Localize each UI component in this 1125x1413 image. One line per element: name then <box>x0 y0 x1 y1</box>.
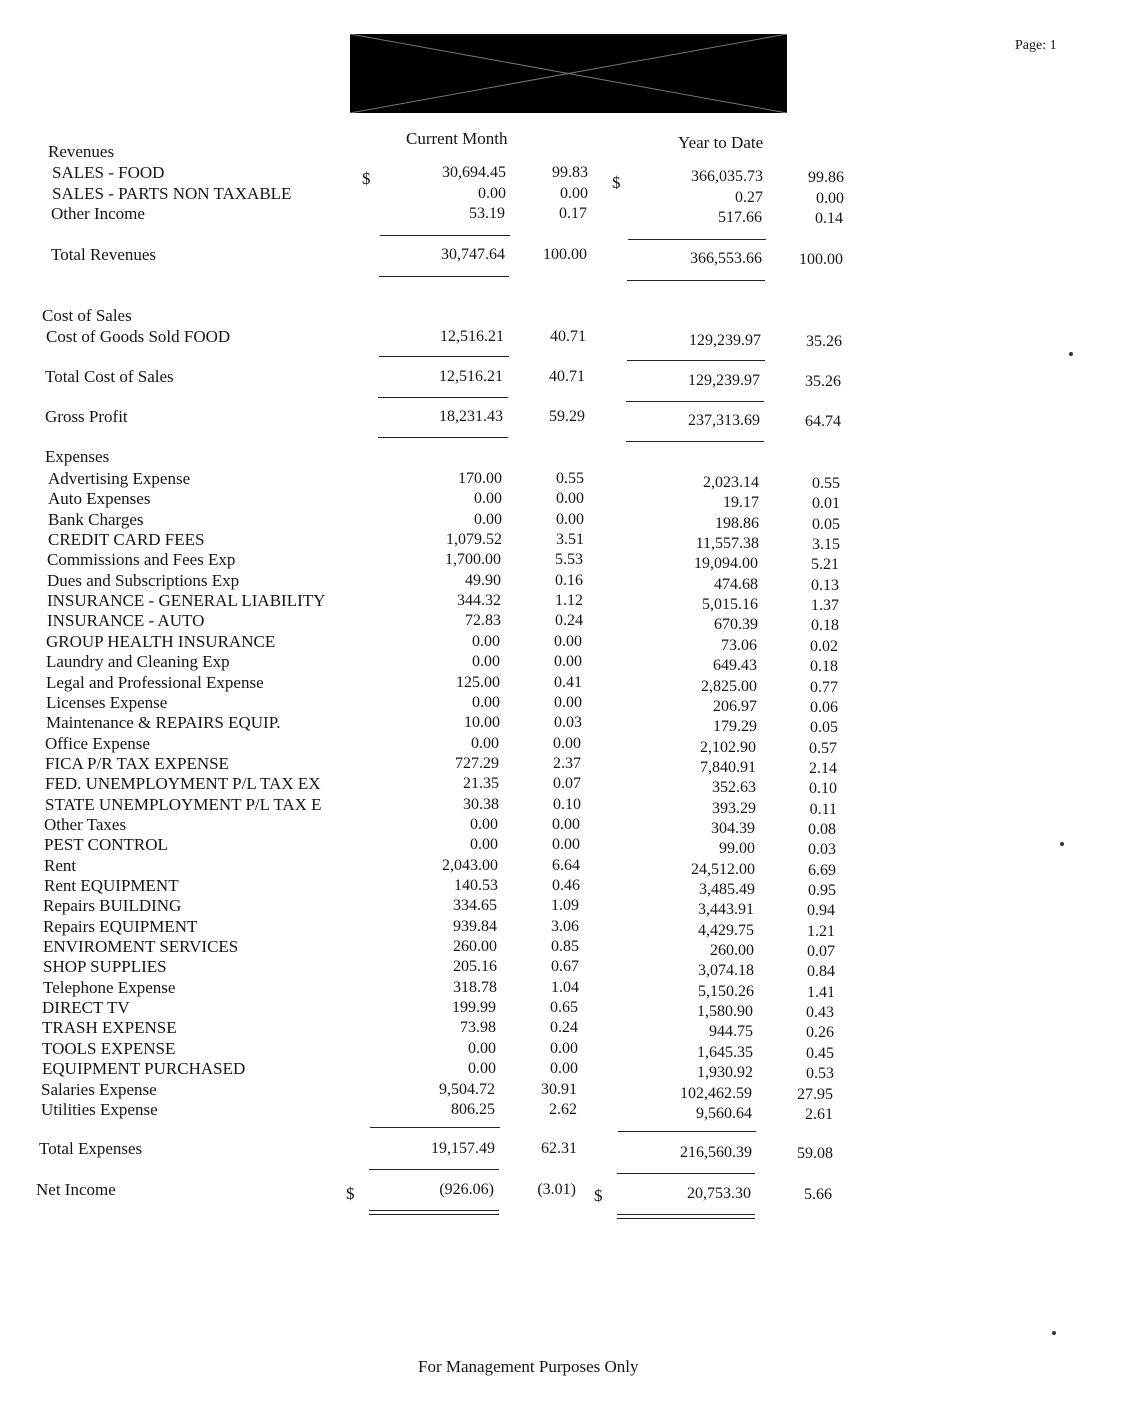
expense-row-ytd: 4,429.75 <box>698 922 754 939</box>
revenue-row-current-month: 0.00 <box>478 184 506 202</box>
expense-row-ytd: 3,443.91 <box>698 901 754 918</box>
expense-row-current-month-pct: 0.85 <box>551 938 579 955</box>
expense-row-current-month: 344.32 <box>457 592 501 609</box>
expense-row-current-month: 2,043.00 <box>442 857 498 874</box>
expense-row-ytd: 2,825.00 <box>701 678 757 695</box>
expense-row-current-month-pct: 0.24 <box>550 1019 578 1036</box>
underline-rule <box>369 1169 499 1170</box>
expense-row-ytd-pct: 0.10 <box>809 780 837 797</box>
expense-row-current-month: 0.00 <box>468 1060 496 1077</box>
expense-row-current-month-pct: 0.46 <box>552 877 580 894</box>
scan-speck <box>1069 352 1073 356</box>
total-expenses-ytd-pct: 59.08 <box>797 1145 833 1162</box>
expense-row-ytd-pct: 0.08 <box>808 821 836 838</box>
section-heading: Cost of Sales <box>42 306 132 325</box>
revenue-row-ytd-pct: 0.00 <box>816 189 844 207</box>
expense-row-current-month: 0.00 <box>472 633 500 650</box>
expense-row-current-month: 125.00 <box>456 674 500 691</box>
expense-row-current-month: 0.00 <box>472 653 500 670</box>
cogs-row-current-month-pct: 40.71 <box>550 328 586 345</box>
section-heading: Expenses <box>45 447 110 466</box>
expense-row-ytd-pct: 0.13 <box>811 577 839 594</box>
expense-row-label: FED. UNEMPLOYMENT P/L TAX EX <box>45 774 321 793</box>
expense-row-label: DIRECT TV <box>42 998 130 1017</box>
underline-rule <box>626 401 764 402</box>
expense-row-label: Rent EQUIPMENT <box>44 876 179 895</box>
expense-row-label: Telephone Expense <box>43 978 176 997</box>
expense-row-current-month: 0.00 <box>474 490 502 507</box>
expense-row-ytd-pct: 5.21 <box>811 556 839 573</box>
expense-row-ytd-pct: 0.18 <box>810 658 838 675</box>
expense-row-ytd-pct: 0.77 <box>810 679 838 696</box>
expense-row-current-month-pct: 0.00 <box>556 490 584 507</box>
expense-row-ytd: 5,015.16 <box>702 596 758 613</box>
underline-rule <box>369 1214 499 1215</box>
expense-row-ytd: 102,462.59 <box>680 1085 752 1102</box>
expense-row-current-month: 0.00 <box>472 694 500 711</box>
gross-profit-ytd-pct: 64.74 <box>805 413 841 430</box>
revenue-row-label: Other Income <box>51 204 145 223</box>
expense-row-label: SHOP SUPPLIES <box>43 957 167 976</box>
expense-row-ytd-pct: 6.69 <box>808 862 836 879</box>
expense-row-current-month-pct: 0.00 <box>552 836 580 853</box>
expense-row-current-month: 727.29 <box>455 755 499 772</box>
expense-row-current-month: 939.84 <box>453 918 497 935</box>
scan-speck <box>1052 1331 1056 1335</box>
expense-row-ytd: 5,150.26 <box>698 983 754 1000</box>
expense-row-current-month: 334.65 <box>453 897 497 914</box>
expense-row-ytd-pct: 0.94 <box>807 902 835 919</box>
expense-row-current-month-pct: 0.00 <box>552 816 580 833</box>
page-number: Page: 1 <box>1015 38 1057 53</box>
expense-row-ytd: 393.29 <box>712 800 756 817</box>
revenue-row-ytd-pct: 99.86 <box>808 169 844 186</box>
cogs-row-ytd: 129,239.97 <box>689 332 761 349</box>
expense-row-current-month-pct: 0.00 <box>553 735 581 752</box>
expense-row-ytd-pct: 0.18 <box>811 617 839 634</box>
expense-row-label: Dues and Subscriptions Exp <box>47 571 240 590</box>
expense-row-current-month-pct: 0.67 <box>551 958 579 975</box>
revenue-row-ytd-pct: 0.14 <box>815 210 843 227</box>
expense-row-label: Salaries Expense <box>41 1080 157 1099</box>
expense-row-current-month-pct: 0.16 <box>555 572 583 589</box>
expense-row-current-month: 21.35 <box>463 775 499 792</box>
cogs-row-ytd-pct: 35.26 <box>806 333 842 350</box>
expense-row-ytd-pct: 1.21 <box>807 923 835 940</box>
revenue-row-current-month-pct: 99.83 <box>552 164 588 181</box>
expense-row-label: INSURANCE - GENERAL LIABILITY <box>47 591 326 610</box>
expense-row-ytd-pct: 0.02 <box>810 638 838 655</box>
underline-rule <box>628 239 766 240</box>
expense-row-label: TRASH EXPENSE <box>42 1018 177 1037</box>
expense-row-ytd: 944.75 <box>709 1023 753 1040</box>
expense-row-ytd-pct: 0.95 <box>808 882 836 899</box>
total-cost-of-sales-current-month: 12,516.21 <box>439 368 503 385</box>
expense-row-current-month-pct: 0.00 <box>554 653 582 670</box>
expense-row-current-month: 1,700.00 <box>445 551 501 568</box>
expense-row-current-month-pct: 3.06 <box>551 918 579 935</box>
expense-row-current-month-pct: 0.00 <box>550 1060 578 1077</box>
expense-row-ytd: 1,645.35 <box>697 1044 753 1061</box>
revenue-row-ytd: 517.66 <box>718 209 762 226</box>
expense-row-current-month-pct: 6.64 <box>552 857 580 874</box>
expense-row-ytd-pct: 0.01 <box>812 495 840 512</box>
expense-row-label: PEST CONTROL <box>44 835 168 854</box>
expense-row-ytd-pct: 0.45 <box>806 1045 834 1062</box>
underline-rule <box>378 437 508 438</box>
gross-profit-current-month: 18,231.43 <box>439 408 503 425</box>
expense-row-label: Repairs BUILDING <box>43 896 182 915</box>
expense-row-current-month: 170.00 <box>458 470 502 487</box>
expense-row-ytd: 3,485.49 <box>699 881 755 898</box>
net-income-ytd: 20,753.30 <box>687 1185 751 1202</box>
expense-row-ytd-pct: 27.95 <box>797 1086 833 1103</box>
expense-row-current-month: 199.99 <box>452 999 496 1016</box>
cogs-row-label: Cost of Goods Sold FOOD <box>46 327 231 346</box>
revenue-row-ytd: 0.27 <box>735 188 763 206</box>
expense-row-current-month-pct: 0.65 <box>550 999 578 1016</box>
expense-row-label: Legal and Professional Expense <box>46 673 264 692</box>
currency-symbol: $ <box>594 1186 603 1205</box>
expense-row-label: Other Taxes <box>44 815 127 834</box>
expense-row-current-month: 73.98 <box>460 1019 496 1036</box>
net-income-ytd-pct: 5.66 <box>804 1186 832 1203</box>
expense-row-label: Laundry and Cleaning Exp <box>46 652 230 671</box>
expense-row-ytd-pct: 0.06 <box>810 699 838 716</box>
expense-row-ytd: 11,557.38 <box>695 535 759 552</box>
expense-row-ytd-pct: 0.05 <box>810 719 838 736</box>
expense-row-ytd-pct: 0.05 <box>812 516 840 533</box>
total-expenses-label: Total Expenses <box>39 1139 143 1158</box>
expense-row-current-month-pct: 1.09 <box>551 897 579 914</box>
revenue-row-current-month-pct: 0.00 <box>560 184 588 202</box>
expense-row-current-month: 9,504.72 <box>439 1081 495 1098</box>
revenue-row-label: SALES - FOOD <box>52 163 165 182</box>
total-cost-of-sales-current-month-pct: 40.71 <box>549 368 585 385</box>
expense-row-label: TOOLS EXPENSE <box>42 1039 176 1058</box>
underline-rule <box>617 1214 755 1215</box>
expense-row-label: Auto Expenses <box>48 489 151 508</box>
underline-rule <box>380 235 510 236</box>
footer-note: For Management Purposes Only <box>418 1357 639 1376</box>
expense-row-ytd: 1,930.92 <box>697 1064 753 1081</box>
underline-rule <box>627 360 765 361</box>
expense-row-label: Rent <box>44 856 77 875</box>
expense-row-ytd-pct: 3.15 <box>812 536 840 553</box>
expense-row-current-month: 140.53 <box>454 877 498 894</box>
expense-row-current-month-pct: 0.24 <box>555 612 583 629</box>
expense-row-current-month-pct: 0.41 <box>554 674 582 691</box>
underline-rule <box>617 1218 755 1219</box>
expense-row-label: Bank Charges <box>48 510 144 529</box>
expense-row-current-month: 0.00 <box>470 836 498 853</box>
expense-row-ytd: 99.00 <box>719 840 755 857</box>
expense-row-ytd: 260.00 <box>710 942 754 959</box>
expense-row-ytd: 304.39 <box>711 820 755 837</box>
expense-row-current-month: 0.00 <box>471 735 499 752</box>
total-cost-of-sales-label: Total Cost of Sales <box>45 367 174 386</box>
total-cost-of-sales-ytd: 129,239.97 <box>688 372 760 389</box>
expense-row-ytd-pct: 2.14 <box>809 760 837 777</box>
cogs-row-current-month: 12,516.21 <box>440 328 504 345</box>
total-revenues-ytd: 366,553.66 <box>690 250 762 267</box>
expense-row-current-month: 806.25 <box>451 1101 495 1118</box>
expense-row-current-month: 0.00 <box>474 511 502 528</box>
total-revenues-ytd-pct: 100.00 <box>799 251 843 268</box>
expense-row-ytd-pct: 1.37 <box>811 597 839 614</box>
total-expenses-ytd: 216,560.39 <box>680 1144 752 1161</box>
gross-profit-label: Gross Profit <box>45 407 128 426</box>
total-expenses-current-month: 19,157.49 <box>431 1140 495 1157</box>
expense-row-current-month-pct: 0.55 <box>556 470 584 487</box>
expense-row-current-month-pct: 1.12 <box>555 592 583 609</box>
expense-row-label: ENVIROMENT SERVICES <box>43 937 239 956</box>
expense-row-current-month-pct: 2.62 <box>549 1101 577 1118</box>
gross-profit-current-month-pct: 59.29 <box>549 408 585 425</box>
revenue-row-ytd: 366,035.73 <box>691 168 763 185</box>
expense-row-current-month-pct: 0.00 <box>554 694 582 711</box>
expense-row-current-month-pct: 1.04 <box>551 979 579 996</box>
expense-row-current-month-pct: 0.07 <box>553 775 581 792</box>
expense-row-ytd: 1,580.90 <box>697 1003 753 1020</box>
expense-row-ytd: 474.68 <box>714 576 758 593</box>
expense-row-label: Maintenance & REPAIRS EQUIP. <box>46 713 281 732</box>
expense-row-label: INSURANCE - AUTO <box>47 611 205 630</box>
underline-rule <box>379 276 509 277</box>
expense-row-label: EQUIPMENT PURCHASED <box>42 1059 246 1078</box>
expense-row-current-month-pct: 0.00 <box>554 633 582 650</box>
expense-row-current-month-pct: 5.53 <box>555 551 583 568</box>
expense-row-label: GROUP HEALTH INSURANCE <box>46 632 276 651</box>
expense-row-ytd: 9,560.64 <box>696 1105 752 1122</box>
expense-row-ytd: 2,102.90 <box>700 739 756 756</box>
expense-row-ytd: 7,840.91 <box>700 759 756 776</box>
expense-row-ytd: 352.63 <box>712 779 756 796</box>
section-heading: Revenues <box>48 142 115 161</box>
expense-row-current-month: 260.00 <box>453 938 497 955</box>
expense-row-ytd: 649.43 <box>713 657 757 674</box>
expense-row-ytd: 179.29 <box>713 718 757 735</box>
expense-row-ytd-pct: 0.11 <box>809 801 837 818</box>
currency-symbol: $ <box>346 1184 355 1203</box>
expense-row-ytd: 198.86 <box>715 515 759 532</box>
expense-row-ytd-pct: 0.84 <box>807 963 835 980</box>
scan-speck <box>1060 842 1064 846</box>
expense-row-ytd: 73.06 <box>721 637 757 654</box>
expense-row-ytd-pct: 0.03 <box>808 841 836 858</box>
total-revenues-label: Total Revenues <box>51 245 157 264</box>
expense-row-ytd: 2,023.14 <box>703 474 759 491</box>
expense-row-ytd: 3,074.18 <box>698 962 754 979</box>
expense-row-label: FICA P/R TAX EXPENSE <box>45 754 229 773</box>
expense-row-current-month: 30.38 <box>463 796 499 813</box>
underline-rule <box>627 280 765 281</box>
revenue-row-current-month: 53.19 <box>469 205 505 222</box>
expense-row-current-month-pct: 3.51 <box>556 531 584 548</box>
underline-rule <box>370 1127 500 1128</box>
expense-row-ytd-pct: 2.61 <box>805 1106 833 1123</box>
expense-row-current-month: 0.00 <box>470 816 498 833</box>
redacted-company-header <box>350 34 787 113</box>
expense-row-label: Repairs EQUIPMENT <box>43 917 198 936</box>
expense-row-current-month-pct: 0.00 <box>550 1040 578 1057</box>
net-income-current-month-pct: (3.01) <box>537 1181 576 1198</box>
expense-row-ytd: 19.17 <box>723 494 759 511</box>
expense-row-ytd-pct: 0.53 <box>806 1065 834 1082</box>
net-income-label: Net Income <box>36 1180 116 1199</box>
expense-row-ytd: 206.97 <box>713 698 757 715</box>
expense-row-ytd-pct: 0.07 <box>807 943 835 960</box>
underline-rule <box>369 1210 499 1211</box>
underline-rule <box>618 1131 756 1132</box>
expense-row-label: Office Expense <box>45 734 150 753</box>
underline-rule <box>617 1173 755 1174</box>
currency-symbol: $ <box>362 169 371 188</box>
total-revenues-current-month: 30,747.64 <box>441 246 505 263</box>
expense-row-label: Licenses Expense <box>46 693 168 712</box>
redaction-cross-icon <box>350 34 787 113</box>
revenue-row-current-month: 30,694.45 <box>442 164 506 181</box>
underline-rule <box>626 441 764 442</box>
expense-row-current-month: 49.90 <box>465 572 501 589</box>
currency-symbol: $ <box>612 173 621 192</box>
expense-row-current-month-pct: 0.10 <box>553 796 581 813</box>
underline-rule <box>378 397 508 398</box>
expense-row-current-month: 0.00 <box>468 1040 496 1057</box>
column-header-current-month: Current Month <box>406 129 508 148</box>
expense-row-current-month: 10.00 <box>464 714 500 731</box>
expense-row-ytd-pct: 0.43 <box>806 1004 834 1021</box>
expense-row-current-month: 205.16 <box>453 958 497 975</box>
net-income-current-month: (926.06) <box>439 1181 494 1198</box>
expense-row-current-month-pct: 0.03 <box>554 714 582 731</box>
expense-row-current-month: 1,079.52 <box>446 531 502 548</box>
underline-rule <box>379 356 509 357</box>
expense-row-ytd-pct: 0.55 <box>812 475 840 492</box>
column-header-year-to-date: Year to Date <box>678 133 764 152</box>
revenue-row-current-month-pct: 0.17 <box>559 205 587 222</box>
expense-row-ytd: 670.39 <box>714 616 758 633</box>
expense-row-current-month-pct: 30.91 <box>541 1081 577 1098</box>
expense-row-ytd: 19,094.00 <box>694 555 758 572</box>
expense-row-current-month-pct: 2.37 <box>553 755 581 772</box>
expense-row-ytd: 24,512.00 <box>691 861 755 878</box>
expense-row-label: STATE UNEMPLOYMENT P/L TAX E <box>45 795 322 814</box>
expense-row-label: Advertising Expense <box>48 469 191 488</box>
total-cost-of-sales-ytd-pct: 35.26 <box>805 373 841 390</box>
total-expenses-current-month-pct: 62.31 <box>541 1140 577 1157</box>
gross-profit-ytd: 237,313.69 <box>688 412 760 429</box>
expense-row-label: CREDIT CARD FEES <box>48 530 205 549</box>
expense-row-current-month-pct: 0.00 <box>556 511 584 528</box>
expense-row-label: Commissions and Fees Exp <box>47 550 236 569</box>
expense-row-ytd-pct: 0.26 <box>806 1024 834 1041</box>
expense-row-label: Utilities Expense <box>41 1100 158 1119</box>
expense-row-current-month: 72.83 <box>465 612 501 629</box>
expense-row-current-month: 318.78 <box>453 979 497 996</box>
expense-row-ytd-pct: 1.41 <box>807 984 835 1001</box>
revenue-row-label: SALES - PARTS NON TAXABLE <box>52 183 292 203</box>
total-revenues-current-month-pct: 100.00 <box>543 246 587 263</box>
expense-row-ytd-pct: 0.57 <box>809 740 837 757</box>
